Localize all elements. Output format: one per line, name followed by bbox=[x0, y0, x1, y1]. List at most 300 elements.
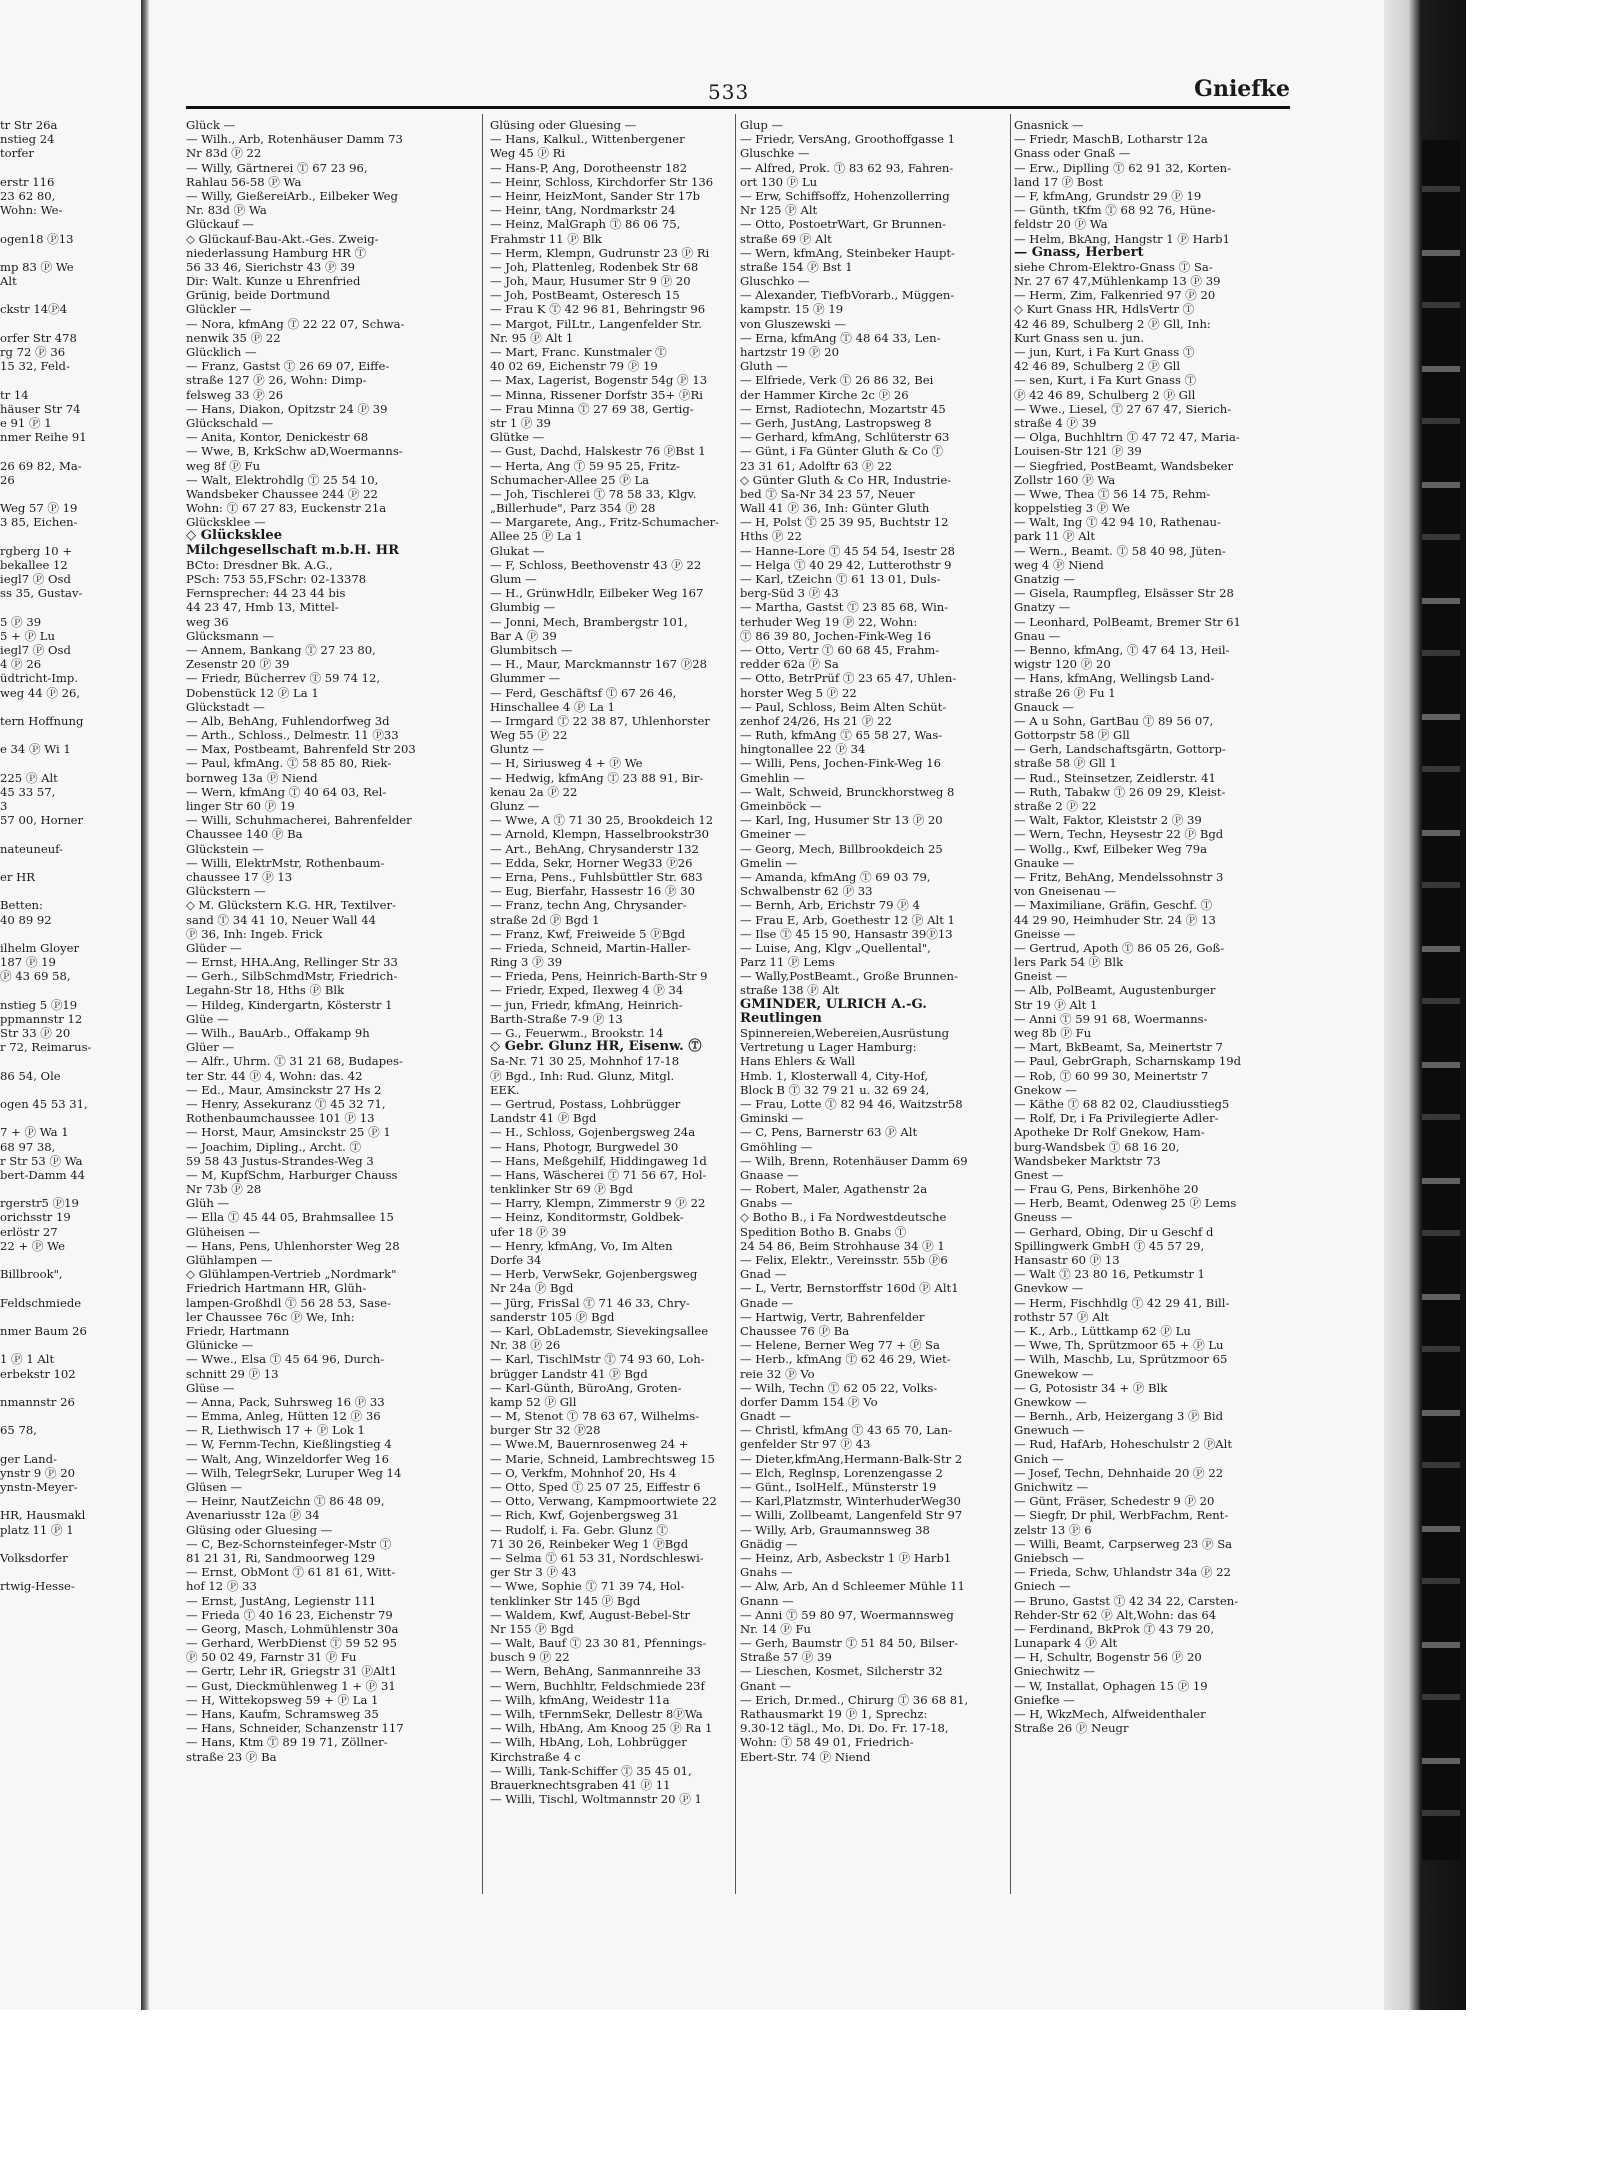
directory-line: — Alw, Arb, An d Schleemer Mühle 11 bbox=[740, 1579, 965, 1594]
directory-line: — Wally,PostBeamt., Große Brunnen- bbox=[740, 969, 958, 984]
directory-line: Gnatzy — bbox=[1014, 600, 1071, 615]
directory-line: — Wern, kfmAng Ⓣ 40 64 03, Rel- bbox=[186, 784, 387, 799]
directory-line: — Gerhard, kfmAng, Schlüterstr 63 bbox=[740, 430, 950, 445]
column-4 bbox=[1014, 118, 1286, 1735]
directory-line: 42 46 89, Schulberg 2 Ⓟ Gll, Inh: bbox=[1014, 316, 1211, 331]
directory-line: — Erw., Diplling Ⓣ 62 91 32, Korten- bbox=[1014, 160, 1232, 175]
directory-line: — Otto, Verwang, Kampmoortwiete 22 bbox=[490, 1494, 717, 1509]
directory-line: — Wilh, HbAng, Am Knoog 25 Ⓟ Ra 1 bbox=[490, 1721, 713, 1736]
directory-line: Ⓟ 42 46 89, Schulberg 2 Ⓟ Gll bbox=[1014, 387, 1196, 402]
directory-line: 24 54 86, Beim Strohhause 34 Ⓟ 1 bbox=[740, 1238, 945, 1253]
directory-line: — Hans, kfmAng, Wellingsb Land- bbox=[1014, 671, 1215, 686]
directory-line: 81 21 31, Ri, Sandmoorweg 129 bbox=[186, 1550, 376, 1565]
directory-line bbox=[0, 756, 140, 770]
directory-line: Nr 155 Ⓟ Bgd bbox=[490, 1621, 574, 1636]
directory-line: Kirchstraße 4 c bbox=[490, 1749, 581, 1764]
directory-line: Ebert-Str. 74 Ⓟ Niend bbox=[740, 1749, 871, 1764]
directory-line: Hths Ⓟ 22 bbox=[740, 529, 802, 544]
directory-line: Apotheke Dr Rolf Gnekow, Ham- bbox=[1014, 1125, 1205, 1140]
directory-line: Hansastr 60 Ⓟ 13 bbox=[1014, 1253, 1120, 1267]
directory-line: Gnahs — bbox=[740, 1565, 793, 1580]
directory-line: Glummer — bbox=[490, 671, 561, 686]
directory-line: — L, Vertr, Bernstorffstr 160d Ⓟ Alt1 bbox=[740, 1281, 959, 1296]
directory-line: — Joachim, Dipling., Archt. Ⓣ bbox=[186, 1139, 362, 1154]
directory-line: ynstn-Meyer- bbox=[0, 1480, 78, 1494]
directory-line: Rahlau 56-58 Ⓟ Wa bbox=[186, 174, 302, 189]
directory-line: — Friedr, VersAng, Groothoffgasse 1 bbox=[740, 132, 956, 147]
directory-line: — Gust, Dachd, Halskestr 76 ⓅBst 1 bbox=[490, 444, 706, 459]
directory-line: Gnad — bbox=[740, 1267, 787, 1282]
directory-line: ◇ M. Glückstern K.G. HR, Textilver- bbox=[186, 898, 396, 913]
directory-line: — Willi, Zollbeamt, Langenfeld Str 97 bbox=[740, 1508, 963, 1523]
directory-line: — H, WkzMech, Alfweidenthaler bbox=[1014, 1707, 1206, 1721]
directory-line: Gluschke — bbox=[740, 146, 810, 161]
column-3 bbox=[740, 118, 1008, 1764]
directory-line: erlöstr 27 bbox=[0, 1224, 58, 1239]
directory-line bbox=[0, 1494, 140, 1508]
directory-line: — sen, Kurt, i Fa Kurt Gnass Ⓣ bbox=[1014, 373, 1197, 388]
directory-line: — Günt., IsolHelf., Münsterstr 19 bbox=[740, 1480, 937, 1494]
directory-line: Friedrich Hartmann HR, Glüh- bbox=[186, 1281, 367, 1296]
directory-line: 3 85, Eichen- bbox=[0, 515, 78, 530]
directory-line bbox=[0, 217, 140, 231]
directory-line: — Walt, Bauf Ⓣ 23 30 81, Pfennings- bbox=[490, 1636, 707, 1651]
directory-line: — W, Installat, Ophagen 15 Ⓟ 19 bbox=[1014, 1678, 1208, 1693]
directory-line: ort 130 Ⓟ Lu bbox=[740, 174, 818, 189]
directory-line: Gniechwitz — bbox=[1014, 1664, 1095, 1679]
directory-line: — Karl, TischlMstr Ⓣ 74 93 60, Loh- bbox=[490, 1352, 705, 1367]
directory-line: — Gnass, Herbert bbox=[1014, 244, 1144, 260]
directory-line: EEK. bbox=[490, 1082, 520, 1097]
directory-line: Gmöhling — bbox=[740, 1139, 813, 1154]
directory-line: — Heinr, HeizMont, Sander Str 17b bbox=[490, 188, 701, 203]
directory-line: 225 Ⓟ Alt bbox=[0, 770, 58, 785]
directory-line: sand Ⓣ 34 41 10, Neuer Wall 44 bbox=[186, 912, 376, 927]
directory-line: — Siegfr, Dr phil, WerbFachm, Rent- bbox=[1014, 1508, 1229, 1523]
directory-line: — Jonni, Mech, Brambergstr 101, bbox=[490, 614, 688, 629]
directory-line: ger Land- bbox=[0, 1451, 57, 1466]
directory-line: straße 4 Ⓟ 39 bbox=[1014, 415, 1097, 430]
directory-line: — Ferd, Geschäftsf Ⓣ 67 26 46, bbox=[490, 685, 677, 700]
directory-line: — K., Arb., Lüttkamp 62 Ⓟ Lu bbox=[1014, 1323, 1191, 1338]
directory-line bbox=[0, 1565, 140, 1579]
directory-line: terhuder Weg 19 Ⓟ 22, Wohn: bbox=[740, 614, 918, 629]
directory-line: platz 11 Ⓟ 1 bbox=[0, 1522, 74, 1537]
directory-line: Ⓟ 43 69 58, bbox=[0, 969, 71, 984]
directory-line: — Lieschen, Kosmet, Silcherstr 32 bbox=[740, 1664, 943, 1679]
directory-line: Glüder — bbox=[186, 940, 242, 955]
directory-line: — Hanne-Lore Ⓣ 45 54 54, Isestr 28 bbox=[740, 543, 956, 558]
directory-line: Glückauf — bbox=[186, 217, 254, 232]
directory-line: — Wilh, HbAng, Loh, Lohbrügger bbox=[490, 1735, 687, 1750]
directory-line: — Hans, Wäscherei Ⓣ 71 56 67, Hol- bbox=[490, 1167, 707, 1182]
directory-line: Gneist — bbox=[1014, 969, 1068, 984]
directory-line: Gneuss — bbox=[1014, 1210, 1073, 1225]
directory-line bbox=[0, 700, 140, 714]
directory-line: Glücksmann — bbox=[186, 628, 275, 643]
directory-line: — Gust, Dieckmühlenweg 1 + Ⓟ 31 bbox=[186, 1678, 396, 1693]
directory-line: — Willi, Schuhmacherei, Bahrenfelder bbox=[186, 813, 412, 828]
directory-line: 65 78, bbox=[0, 1423, 37, 1438]
directory-line: Weg 45 Ⓟ Ri bbox=[490, 146, 566, 161]
directory-line: — R, Liethwisch 17 + Ⓟ Lok 1 bbox=[186, 1423, 365, 1438]
directory-line: 44 29 90, Heimhuder Str. 24 Ⓟ 13 bbox=[1014, 912, 1216, 927]
directory-line: burg-Wandsbek Ⓣ 68 16 20, bbox=[1014, 1139, 1180, 1154]
directory-line: Glücklich — bbox=[186, 345, 257, 359]
directory-line: Gniefke — bbox=[1014, 1692, 1075, 1707]
directory-line: nmannstr 26 bbox=[0, 1394, 75, 1409]
directory-line: — Margot, FilLtr., Langenfelder Str. bbox=[490, 316, 702, 331]
directory-line: — Wwe., Elsa Ⓣ 45 64 96, Durch- bbox=[186, 1352, 385, 1367]
directory-line: Gnekow — bbox=[1014, 1082, 1077, 1097]
directory-line: Sa-Nr. 71 30 25, Mohnhof 17-18 bbox=[490, 1054, 680, 1069]
directory-line: straße 69 Ⓟ Alt bbox=[740, 231, 832, 246]
directory-line: — Hans, Schneider, Schanzenstr 117 bbox=[186, 1721, 404, 1736]
directory-line: — Walt, Elektrohdlg Ⓣ 25 54 10, bbox=[186, 472, 379, 487]
directory-line: — Mart, Franc. Kunstmaler Ⓣ bbox=[490, 345, 667, 359]
directory-line: — Karl, ObLademstr, Sievekingsallee bbox=[490, 1323, 709, 1338]
directory-line: Bar A Ⓟ 39 bbox=[490, 628, 557, 643]
directory-line: — Wilh., Arb, Rotenhäuser Damm 73 bbox=[186, 132, 403, 147]
directory-line: — Luise, Ang, Klgv „Quellental", bbox=[740, 940, 931, 955]
directory-line: mp 83 Ⓟ We bbox=[0, 259, 74, 274]
directory-line bbox=[0, 1409, 140, 1423]
directory-line: berg-Süd 3 Ⓟ 43 bbox=[740, 586, 839, 601]
directory-line: horster Weg 5 Ⓟ 22 bbox=[740, 685, 857, 700]
directory-line: 40 89 92 bbox=[0, 912, 52, 927]
directory-line: — Walt, Schweid, Brunckhorstweg 8 bbox=[740, 784, 955, 799]
directory-line: koppelstieg 3 Ⓟ We bbox=[1014, 501, 1130, 516]
directory-line: redder 62a Ⓟ Sa bbox=[740, 657, 839, 672]
directory-line: „Billerhude", Parz 354 Ⓟ 28 bbox=[490, 501, 656, 516]
directory-line: — Felix, Elektr., Vereinsstr. 55b Ⓟ6 bbox=[740, 1253, 948, 1267]
directory-line: Ⓟ 36, Inh: Ingeb. Frick bbox=[186, 926, 323, 941]
directory-line: — Ernst, ObMont Ⓣ 61 81 61, Witt- bbox=[186, 1565, 396, 1580]
directory-line: häuser Str 74 bbox=[0, 401, 81, 416]
directory-line bbox=[0, 1054, 140, 1068]
directory-line: — Ferdinand, BkProk Ⓣ 43 79 20, bbox=[1014, 1621, 1215, 1636]
directory-line: 4 Ⓟ 26 bbox=[0, 657, 42, 672]
directory-line: — H, Polst Ⓣ 25 39 95, Buchtstr 12 bbox=[740, 515, 949, 530]
directory-line: — Anni Ⓣ 59 80 97, Woermannsweg bbox=[740, 1607, 954, 1622]
directory-line: Feldschmiede bbox=[0, 1295, 82, 1310]
directory-line bbox=[0, 1338, 140, 1352]
directory-line: Gluth — bbox=[740, 359, 788, 374]
directory-line: Wohn: We- bbox=[0, 203, 63, 218]
header-rule bbox=[186, 106, 1290, 109]
column-2 bbox=[490, 118, 730, 1806]
directory-line: Gnewekow — bbox=[1014, 1366, 1094, 1381]
directory-line: — Franz, Kwf, Freiweide 5 ⓅBgd bbox=[490, 926, 686, 941]
directory-line: 71 30 26, Reinbeker Weg 1 ⓅBgd bbox=[490, 1536, 689, 1551]
directory-line bbox=[0, 728, 140, 742]
directory-line: Nr. 27 67 47,Mühlenkamp 13 Ⓟ 39 bbox=[1014, 274, 1221, 289]
directory-line: 42 46 89, Schulberg 2 Ⓟ Gll bbox=[1014, 359, 1181, 374]
directory-line: von Gneisenau — bbox=[1014, 884, 1116, 899]
directory-line: — Henry, kfmAng, Vo, Im Alten bbox=[490, 1238, 673, 1253]
directory-line: — Otto, BetrPrüf Ⓣ 23 65 47, Uhlen- bbox=[740, 671, 957, 686]
directory-line: Alt bbox=[0, 274, 17, 289]
directory-line: — M, KupfSchm, Harburger Chauss bbox=[186, 1167, 398, 1182]
directory-line: ger Str 3 Ⓟ 43 bbox=[490, 1565, 577, 1580]
directory-line: bornweg 13a Ⓟ Niend bbox=[186, 770, 318, 785]
directory-line: von Gluszewski — bbox=[740, 316, 846, 331]
directory-line: — Herta, Ang Ⓣ 59 95 25, Fritz- bbox=[490, 458, 680, 473]
directory-line: — Selma Ⓣ 61 53 31, Nordschleswi- bbox=[490, 1550, 704, 1565]
directory-line: Glückstein — bbox=[186, 841, 264, 856]
directory-line: — Joh, PostBeamt, Osteresch 15 bbox=[490, 288, 680, 303]
directory-line: weg 8b Ⓟ Fu bbox=[1014, 1026, 1092, 1040]
directory-line: — Dieter,kfmAng,Hermann-Balk-Str 2 bbox=[740, 1451, 963, 1466]
directory-line: Gluschko — bbox=[740, 274, 810, 289]
directory-line: Wohn: Ⓣ 67 27 83, Euckenstr 21a bbox=[186, 501, 387, 516]
directory-line bbox=[0, 1437, 140, 1451]
directory-line: Gniebsch — bbox=[1014, 1550, 1084, 1565]
directory-line: Billbrook", bbox=[0, 1267, 63, 1282]
directory-line: Gnatzig — bbox=[1014, 572, 1075, 586]
directory-line: — H, Wittekopsweg 59 + Ⓟ La 1 bbox=[186, 1692, 379, 1707]
directory-line: nstieg 24 bbox=[0, 132, 55, 147]
directory-line: — Ernst, JustAng, Legienstr 111 bbox=[186, 1593, 377, 1608]
directory-line: rg 72 Ⓟ 36 bbox=[0, 345, 66, 359]
directory-line: Landstr 41 Ⓟ Bgd bbox=[490, 1111, 597, 1126]
directory-line: — Elfriede, Verk Ⓣ 26 86 32, Bei bbox=[740, 373, 934, 388]
directory-line: — Fritz, BehAng, Mendelssohnstr 3 bbox=[1014, 869, 1224, 884]
directory-line: Glumbig — bbox=[490, 600, 556, 615]
directory-line: — Hedwig, kfmAng Ⓣ 23 88 91, Bir- bbox=[490, 770, 704, 785]
directory-line: tenklinker Str 145 Ⓟ Bgd bbox=[490, 1593, 641, 1608]
directory-line: — Wern., Beamt. Ⓣ 58 40 98, Jüten- bbox=[1014, 543, 1226, 558]
directory-line: Nr 24a Ⓟ Bgd bbox=[490, 1281, 574, 1296]
directory-line: ilhelm Gloyer bbox=[0, 940, 80, 955]
directory-line: 57 00, Horner bbox=[0, 813, 84, 828]
directory-line: üdtricht-Imp. bbox=[0, 671, 79, 686]
directory-line: Gnewkow — bbox=[1014, 1394, 1087, 1409]
directory-line: kampstr. 15 Ⓟ 19 bbox=[740, 302, 844, 317]
directory-line: — G, Potosistr 34 + Ⓟ Blk bbox=[1014, 1380, 1168, 1395]
directory-line: — Ilse Ⓣ 45 15 90, Hansastr 39Ⓟ13 bbox=[740, 926, 953, 941]
directory-line: Hans Ehlers & Wall bbox=[740, 1054, 856, 1069]
directory-line bbox=[0, 1537, 140, 1551]
directory-line: 56 33 46, Sierichstr 43 Ⓟ 39 bbox=[186, 259, 356, 274]
directory-line: Milchgesellschaft m.b.H. HR bbox=[186, 542, 400, 558]
directory-line: — Wilh, Brenn, Rotenhäuser Damm 69 bbox=[740, 1153, 968, 1168]
directory-line: — Frieda, Schw, Uhlandstr 34a Ⓟ 22 bbox=[1014, 1565, 1231, 1580]
directory-line: torfer bbox=[0, 146, 34, 161]
directory-line: reie 32 Ⓟ Vo bbox=[740, 1366, 815, 1381]
directory-line: — Wwe, B, KrkSchw aD,Woermanns- bbox=[186, 444, 403, 459]
directory-line: — Wilh, Maschb, Lu, Sprützmoor 65 bbox=[1014, 1352, 1228, 1367]
column-divider bbox=[1010, 114, 1011, 1894]
directory-line: rgerstr5 Ⓟ19 bbox=[0, 1196, 79, 1211]
directory-line: Gminski — bbox=[740, 1111, 804, 1126]
directory-line: — Henry, Assekuranz Ⓣ 45 32 71, bbox=[186, 1096, 386, 1111]
directory-line: feldstr 20 Ⓟ Wa bbox=[1014, 217, 1108, 232]
directory-line: Rathausmarkt 19 Ⓟ 1, Sprechz: bbox=[740, 1707, 928, 1721]
directory-line: Gnaase — bbox=[740, 1167, 799, 1182]
directory-line: wigstr 120 Ⓟ 20 bbox=[1014, 657, 1111, 672]
directory-line: bekallee 12 bbox=[0, 557, 68, 572]
directory-line: — Ruth, kfmAng Ⓣ 65 58 27, Was- bbox=[740, 728, 943, 743]
directory-line: — Gerh, JustAng, Lastropsweg 8 bbox=[740, 415, 932, 430]
directory-line: orichsstr 19 bbox=[0, 1210, 71, 1225]
directory-line: — Minna, Rissener Dorfstr 35+ ⓅRi bbox=[490, 387, 703, 402]
binding-gutter bbox=[141, 0, 149, 2010]
directory-line: — Walt, Faktor, Kleiststr 2 Ⓟ 39 bbox=[1014, 813, 1202, 828]
directory-line: — Frau E, Arb, Goethestr 12 Ⓟ Alt 1 bbox=[740, 912, 955, 927]
directory-line: lampen-Großhdl Ⓣ 56 28 53, Sase- bbox=[186, 1295, 391, 1310]
directory-line: ufer 18 Ⓟ 39 bbox=[490, 1224, 567, 1239]
directory-line: ◇ Glücksklee bbox=[186, 528, 283, 544]
directory-line: — Herb., kfmAng Ⓣ 62 46 29, Wiet- bbox=[740, 1352, 951, 1367]
directory-line: — Heinr, NautZeichn Ⓣ 86 48 09, bbox=[186, 1494, 385, 1509]
directory-line bbox=[0, 1253, 140, 1267]
directory-line bbox=[0, 444, 140, 458]
directory-line: schnitt 29 Ⓟ 13 bbox=[186, 1366, 279, 1381]
directory-line: land 17 Ⓟ Bost bbox=[1014, 174, 1104, 189]
directory-line: — Joh, Plattenleg, Rodenbek Str 68 bbox=[490, 259, 699, 274]
directory-line: BCto: Dresdner Bk. A.G., bbox=[186, 557, 333, 572]
directory-line: Gnasnick — bbox=[1014, 118, 1084, 132]
directory-line: — Georg, Mech, Billbrookdeich 25 bbox=[740, 841, 943, 856]
directory-line: — Karl, tZeichn Ⓣ 61 13 01, Duls- bbox=[740, 572, 941, 586]
directory-line: ◇ Botho B., i Fa Nordwestdeutsche bbox=[740, 1210, 947, 1225]
directory-line: ss 35, Gustav- bbox=[0, 586, 83, 601]
directory-line: Glup — bbox=[740, 118, 784, 132]
directory-line: — Wwe, Thea Ⓣ 56 14 75, Rehm- bbox=[1014, 486, 1211, 501]
directory-line: ter Str. 44 Ⓟ 4, Wohn: das. 42 bbox=[186, 1068, 363, 1083]
directory-line: 40 02 69, Eichenstr 79 Ⓟ 19 bbox=[490, 359, 658, 374]
directory-line: Gnann — bbox=[740, 1593, 794, 1608]
directory-line: ckstr 14Ⓟ4 bbox=[0, 302, 68, 317]
directory-line: — Hartwig, Vertr, Bahrenfelder bbox=[740, 1309, 925, 1324]
directory-line: hof 12 Ⓟ 33 bbox=[186, 1579, 257, 1594]
directory-line: ◇ Günter Gluth & Co HR, Industrie- bbox=[740, 472, 952, 487]
directory-line: — Gisela, Raumpfleg, Elsässer Str 28 bbox=[1014, 586, 1234, 601]
directory-line: — Wwe., Liesel, Ⓣ 27 67 47, Sierich- bbox=[1014, 401, 1232, 416]
directory-line: Nr. 38 Ⓟ 26 bbox=[490, 1338, 561, 1353]
directory-line: 7 + Ⓟ Wa 1 bbox=[0, 1125, 69, 1140]
directory-line: — C, Bez-Schornsteinfeger-Mstr Ⓣ bbox=[186, 1536, 392, 1551]
directory-line: — Alexander, TiefbVorarb., Müggen- bbox=[740, 288, 955, 303]
directory-line: nstieg 5 Ⓟ19 bbox=[0, 997, 78, 1012]
directory-line: — Emma, Anleg, Hütten 12 Ⓟ 36 bbox=[186, 1409, 381, 1424]
directory-line: Glüh — bbox=[186, 1196, 230, 1211]
directory-line: lers Park 54 Ⓟ Blk bbox=[1014, 955, 1124, 970]
directory-line: Gnadt — bbox=[740, 1409, 792, 1424]
directory-line bbox=[0, 983, 140, 997]
directory-line: — Benno, kfmAng, Ⓣ 47 64 13, Heil- bbox=[1014, 642, 1230, 657]
directory-line bbox=[0, 161, 140, 175]
directory-line: Weg 57 Ⓟ 19 bbox=[0, 501, 78, 516]
directory-line: — A u Sohn, GartBau Ⓣ 89 56 07, bbox=[1014, 713, 1214, 728]
directory-line: Ring 3 Ⓟ 39 bbox=[490, 955, 563, 970]
directory-line: — Frau K Ⓣ 42 96 81, Behringstr 96 bbox=[490, 302, 706, 317]
directory-line: kenau 2a Ⓟ 22 bbox=[490, 784, 578, 799]
directory-line: — Heinz, Arb, Asbeckstr 1 Ⓟ Harb1 bbox=[740, 1550, 952, 1565]
directory-line: Glukat — bbox=[490, 543, 545, 558]
directory-line: 23 31 61, Adolftr 63 Ⓟ 22 bbox=[740, 458, 893, 473]
directory-line: Legahn-Str 18, Hths Ⓟ Blk bbox=[186, 983, 345, 998]
directory-line: Dobenstück 12 Ⓟ La 1 bbox=[186, 685, 319, 700]
directory-line: — Willi, Tischl, Woltmannstr 20 Ⓟ 1 bbox=[490, 1792, 702, 1807]
directory-line: — Willi, Pens, Jochen-Fink-Weg 16 bbox=[740, 756, 941, 771]
directory-line: — Anita, Kontor, Denickestr 68 bbox=[186, 430, 369, 445]
directory-line: — H, Schultr, Bogenstr 56 Ⓟ 20 bbox=[1014, 1650, 1202, 1665]
directory-line: — Hans, Pens, Uhlenhorster Weg 28 bbox=[186, 1238, 400, 1253]
directory-line: Glück — bbox=[186, 118, 236, 132]
directory-line: — Alfred, Prok. Ⓣ 83 62 93, Fahren- bbox=[740, 160, 954, 175]
directory-line: — Rud, HafArb, Hoheschulstr 2 ⓅAlt bbox=[1014, 1437, 1233, 1452]
directory-line: 86 54, Ole bbox=[0, 1068, 61, 1083]
directory-line: — F, Schloss, Beethovenstr 43 Ⓟ 22 bbox=[490, 557, 702, 572]
directory-line: ◇ Glückauf-Bau-Akt.-Ges. Zweig- bbox=[186, 231, 379, 246]
directory-line: — Karl-Günth, BüroAng, Groten- bbox=[490, 1380, 682, 1395]
directory-line: Spillingwerk GmbH Ⓣ 45 57 29, bbox=[1014, 1238, 1205, 1253]
directory-line: linger Str 60 Ⓟ 19 bbox=[186, 799, 295, 813]
directory-line bbox=[0, 529, 140, 543]
directory-line: Glüer — bbox=[186, 1040, 235, 1055]
directory-line: — Helene, Berner Weg 77 + Ⓟ Sa bbox=[740, 1338, 940, 1353]
directory-line: — Joh, Tischlerei Ⓣ 78 58 33, Klgv. bbox=[490, 486, 697, 501]
directory-line: 5 + Ⓟ Lu bbox=[0, 628, 55, 643]
directory-line: kamp 52 Ⓟ Gll bbox=[490, 1394, 577, 1409]
directory-line: niederlassung Hamburg HR Ⓣ bbox=[186, 245, 367, 260]
directory-line: Rehder-Str 62 Ⓟ Alt,Wohn: das 64 bbox=[1014, 1607, 1217, 1622]
directory-line: 45 33 57, bbox=[0, 784, 56, 799]
directory-line: e 91 Ⓟ 1 bbox=[0, 415, 52, 430]
directory-line: Wall 41 Ⓟ 36, Inh: Günter Gluth bbox=[740, 501, 930, 516]
directory-line: — Frau, Lotte Ⓣ 82 94 46, Waitzstr58 bbox=[740, 1096, 963, 1111]
directory-line: — Wilh, TelegrSekr, Luruper Weg 14 bbox=[186, 1465, 402, 1480]
directory-line bbox=[0, 1381, 140, 1395]
directory-line: Louisen-Str 121 Ⓟ 39 bbox=[1014, 444, 1142, 459]
directory-line: Weg 55 Ⓟ 22 bbox=[490, 728, 568, 743]
directory-line: — Maximiliane, Gräfin, Geschf. Ⓣ bbox=[1014, 898, 1213, 913]
directory-line: — Frieda, Pens, Heinrich-Barth-Str 9 bbox=[490, 969, 708, 984]
directory-line: — Eug, Bierfahr, Hassestr 16 Ⓟ 30 bbox=[490, 884, 696, 899]
directory-line: Glüsing oder Gluesing — bbox=[186, 1522, 333, 1537]
directory-line: — Franz, techn Ang, Chrysander- bbox=[490, 898, 687, 913]
directory-line: — Christl, kfmAng Ⓣ 43 65 70, Lan- bbox=[740, 1423, 953, 1438]
directory-line: 22 + Ⓟ We bbox=[0, 1238, 65, 1253]
directory-line bbox=[0, 246, 140, 260]
directory-line: Gnade — bbox=[740, 1295, 794, 1310]
directory-line bbox=[0, 856, 140, 870]
directory-line: Spinnereien,Webereien,Ausrüstung bbox=[740, 1026, 949, 1040]
directory-line: — Gerhard, WerbDienst Ⓣ 59 52 95 bbox=[186, 1636, 397, 1651]
directory-line: Vertretung u Lager Hamburg: bbox=[740, 1040, 917, 1055]
directory-line: Gnichwitz — bbox=[1014, 1480, 1089, 1494]
directory-line: — Paul, Schloss, Beim Alten Schüt- bbox=[740, 699, 947, 714]
directory-line: — Günt, i Fa Günter Gluth & Co Ⓣ bbox=[740, 444, 944, 459]
directory-line: dorfer Damm 154 Ⓟ Vo bbox=[740, 1394, 878, 1409]
directory-line: — Ernst, HHA.Ang, Rellinger Str 33 bbox=[186, 955, 398, 970]
directory-line: park 11 Ⓟ Alt bbox=[1014, 529, 1096, 544]
directory-line bbox=[0, 1310, 140, 1324]
directory-line: — G., Feuerwm., Brookstr. 14 bbox=[490, 1026, 664, 1040]
directory-line: — Josef, Techn, Dehnhaide 20 Ⓟ 22 bbox=[1014, 1465, 1224, 1480]
directory-line: — Karl, Ing, Husumer Str 13 Ⓟ 20 bbox=[740, 813, 943, 828]
directory-line: — Arnold, Klempn, Hasselbrookstr30 bbox=[490, 827, 709, 842]
directory-line: Hinschallee 4 Ⓟ La 1 bbox=[490, 699, 615, 714]
directory-line: — Gertr, Lehr iR, Griegstr 31 ⓅAlt1 bbox=[186, 1664, 398, 1679]
directory-line: — Amanda, kfmAng Ⓣ 69 03 79, bbox=[740, 869, 931, 884]
directory-line: — Gertrud, Postass, Lohbrügger bbox=[490, 1096, 681, 1111]
directory-line: Reutlingen bbox=[740, 1010, 822, 1026]
directory-line bbox=[0, 1281, 140, 1295]
directory-line: — Alfr., Uhrm. Ⓣ 31 21 68, Budapes- bbox=[186, 1054, 403, 1069]
